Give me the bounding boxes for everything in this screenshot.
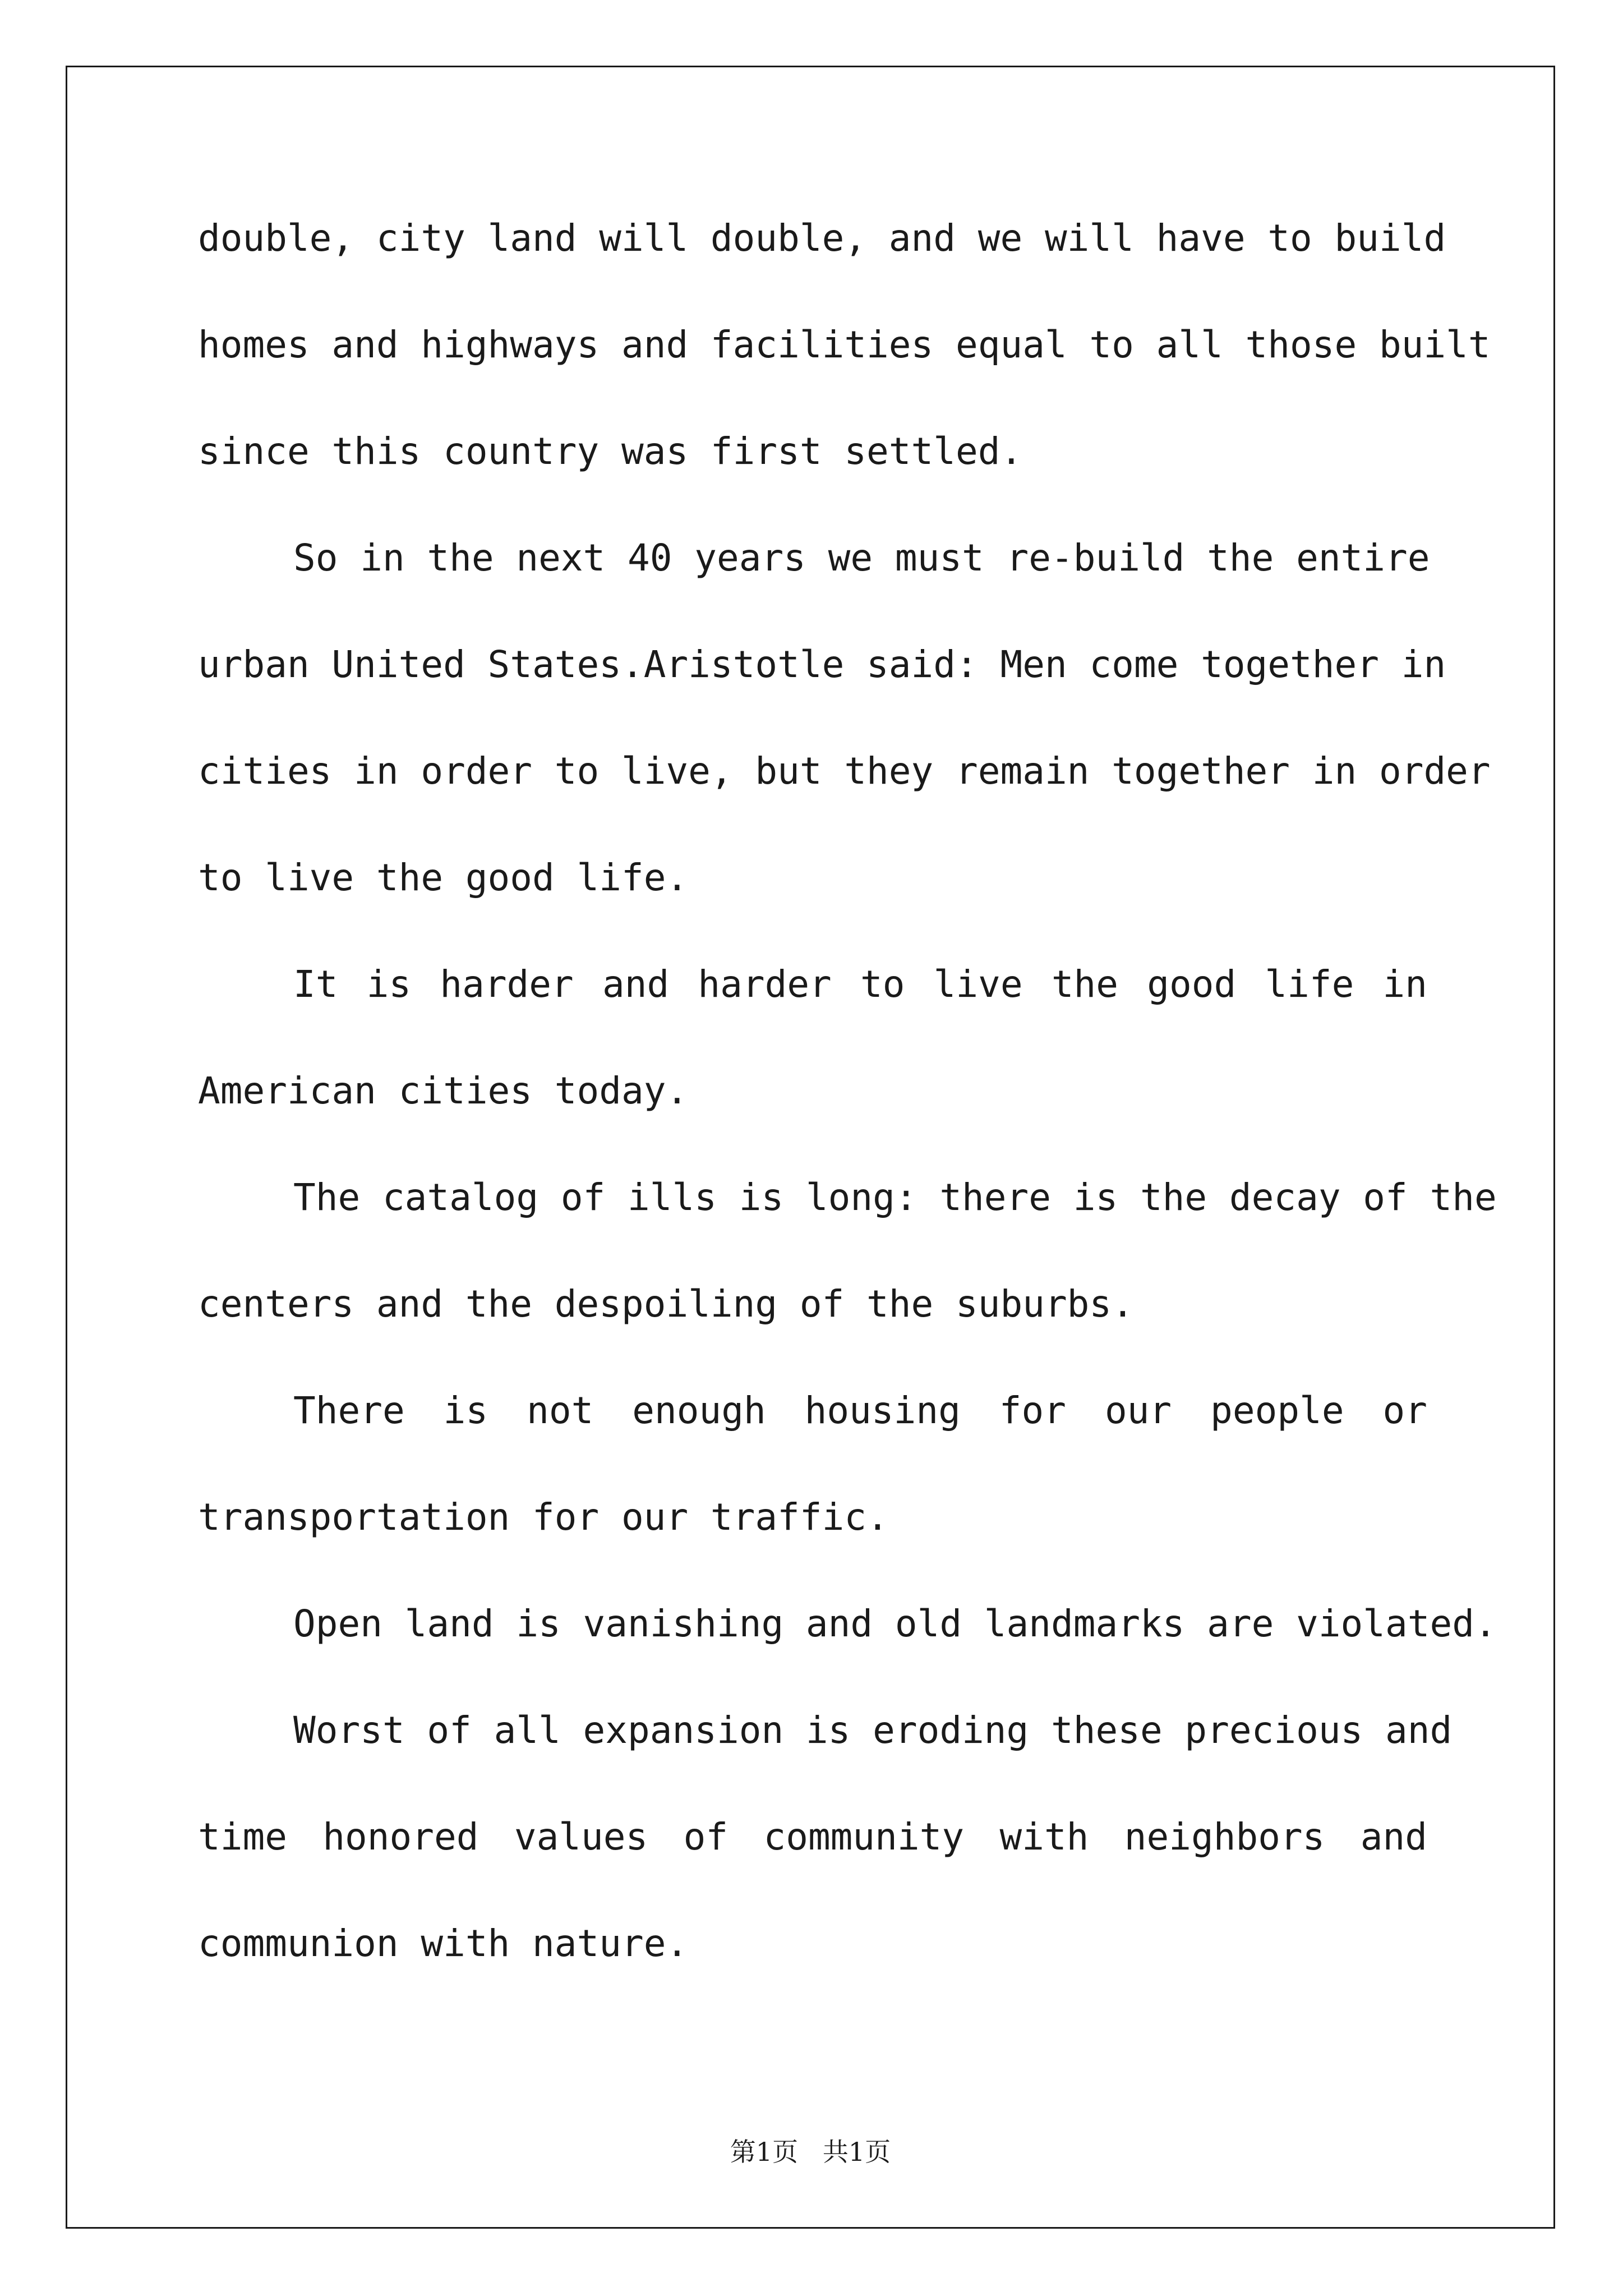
text-line: The catalog of ills is long: there is the decay of the [293,1176,1497,1219]
text-line: transportation for our traffic. [198,1496,889,1539]
text-line: centers and the despoiling of the suburbs. [198,1282,1134,1326]
text-line: American cities today. [198,1069,689,1112]
text-line: double, city land will double, and we will have to build [198,217,1446,260]
text-line: It is harder and harder to live the good life in [293,963,1427,1006]
text-line: urban United States.Aristotle said: Men come together in [198,643,1446,686]
text-line: homes and highways and facilities equal to all those built [198,323,1491,366]
text-line: Open land is vanishing and old landmarks are violated. [293,1602,1497,1645]
text-line: communion with nature. [198,1922,689,1965]
document-body [198,213,1497,2025]
text-line: cities in order to live, but they remain together in order [198,749,1491,793]
text-line: time honored values of community with neighbors and [198,1815,1427,1858]
text-line: since this country was first settled. [198,430,1023,473]
text-line: to live the good life. [198,856,689,899]
text-line: There is not enough housing for our people or [293,1389,1427,1432]
page-number-footer: 第1页 共1页 [730,2137,891,2167]
text-line: So in the next 40 years we must re-build the entire [293,536,1430,579]
text-line: Worst of all expansion is eroding these precious and [293,1709,1453,1752]
